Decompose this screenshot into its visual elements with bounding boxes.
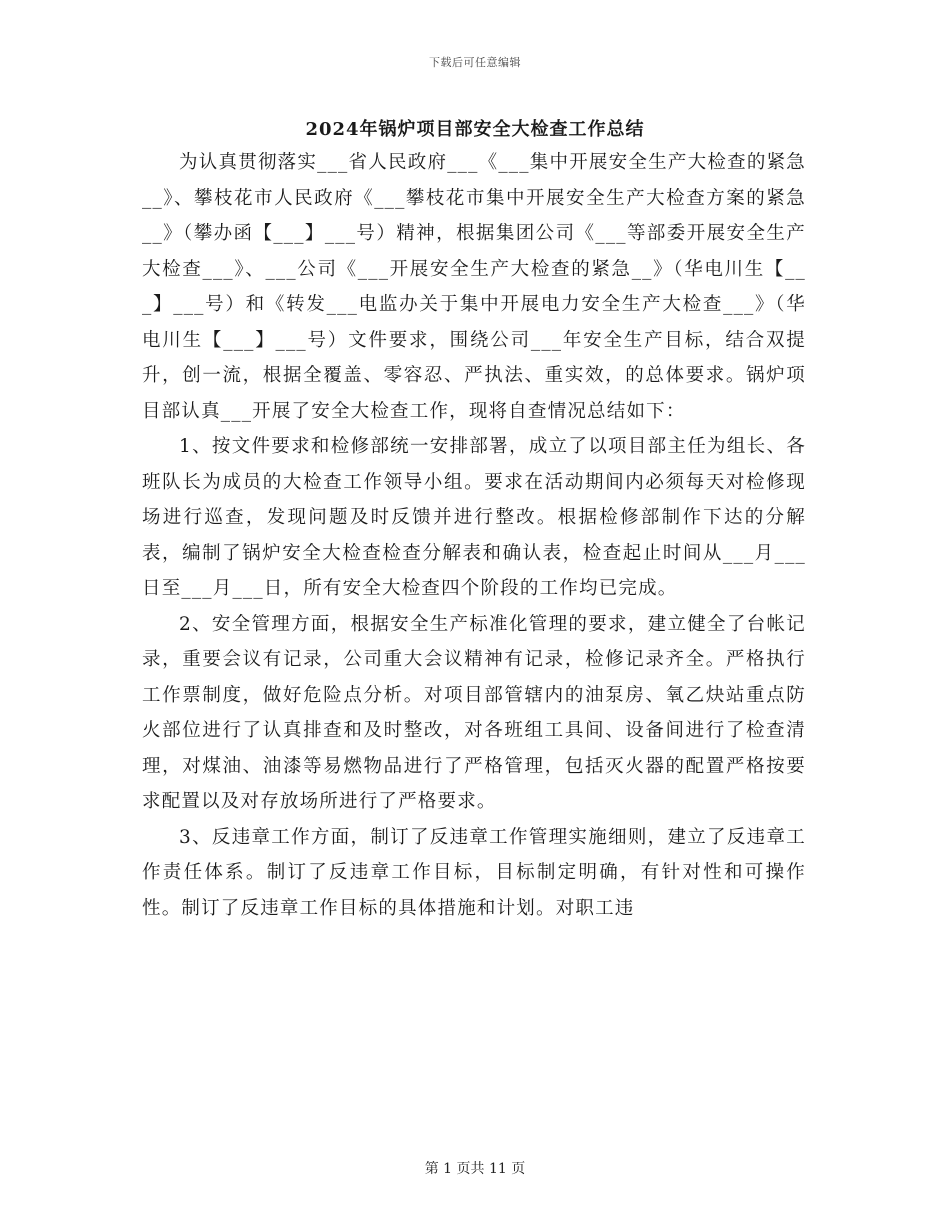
- header-note: 下载后可任意编辑: [429, 56, 521, 69]
- paragraph-2: 2、安全管理方面，根据安全生产标准化管理的要求，建立健全了台帐记录，重要会议有记录，公司重大会议精神有记录，检修记录齐全。严格执行工作票制度，做好危险点分析。对项目部管辖内的油泵房、氧乙炔站重点防火部位进行了认真排查和及时整改，对各班组工具间、设备间进行了检查清理，对煤油、油漆等易燃物品进行了严格管理，包括灭火器的配置严格按要求配置以及对存放场所进行了严格要求。: [142, 613, 806, 812]
- document-title: 2024年锅炉项目部安全大检查工作总结: [305, 119, 645, 140]
- page-footer: 第 1 页共 11 页: [424, 1161, 526, 1177]
- paragraph-3: 3、反违章工作方面，制订了反违章工作管理实施细则，建立了反违章工作责任体系。制订了反违章工作目标，目标制定明确，有针对性和可操作性。制订了反违章工作目标的具体措施和计划。对职工违: [142, 826, 806, 919]
- paragraph-1: 1、按文件要求和检修部统一安排部署，成立了以项目部主任为组长、各班队长为成员的大检查工作领导小组。要求在活动期间内必须每天对检修现场进行巡查，发现问题及时反馈并进行整改。根据检修部制作下达的分解表，编制了锅炉安全大检查检查分解表和确认表，检查起止时间从___月___日至___月___日，所有安全大检查四个阶段的工作均已完成。: [142, 436, 806, 599]
- paragraph-intro: 为认真贯彻落实___省人民政府___《___集中开展安全生产大检查的紧急__》、攀枝花市人民政府《___攀枝花市集中开展安全生产大检查方案的紧急__》（攀办函【___】___号）精神，根据集团公司《___等部委开展安全生产大检查___》、___公司《___开展安全生产大检查的紧急__》（华电川生【___】___号）和《转发___电监办关于集中开展电力安全生产大检查___》（华电川生【___】___号）文件要求，围绕公司___年安全生产目标，结合双提升，创一流，根据全覆盖、零容忍、严执法、重实效，的总体要求。锅炉项目部认真___开展了安全大检查工作，现将自查情况总结如下：: [142, 152, 806, 422]
- document-body: [142, 145, 806, 926]
